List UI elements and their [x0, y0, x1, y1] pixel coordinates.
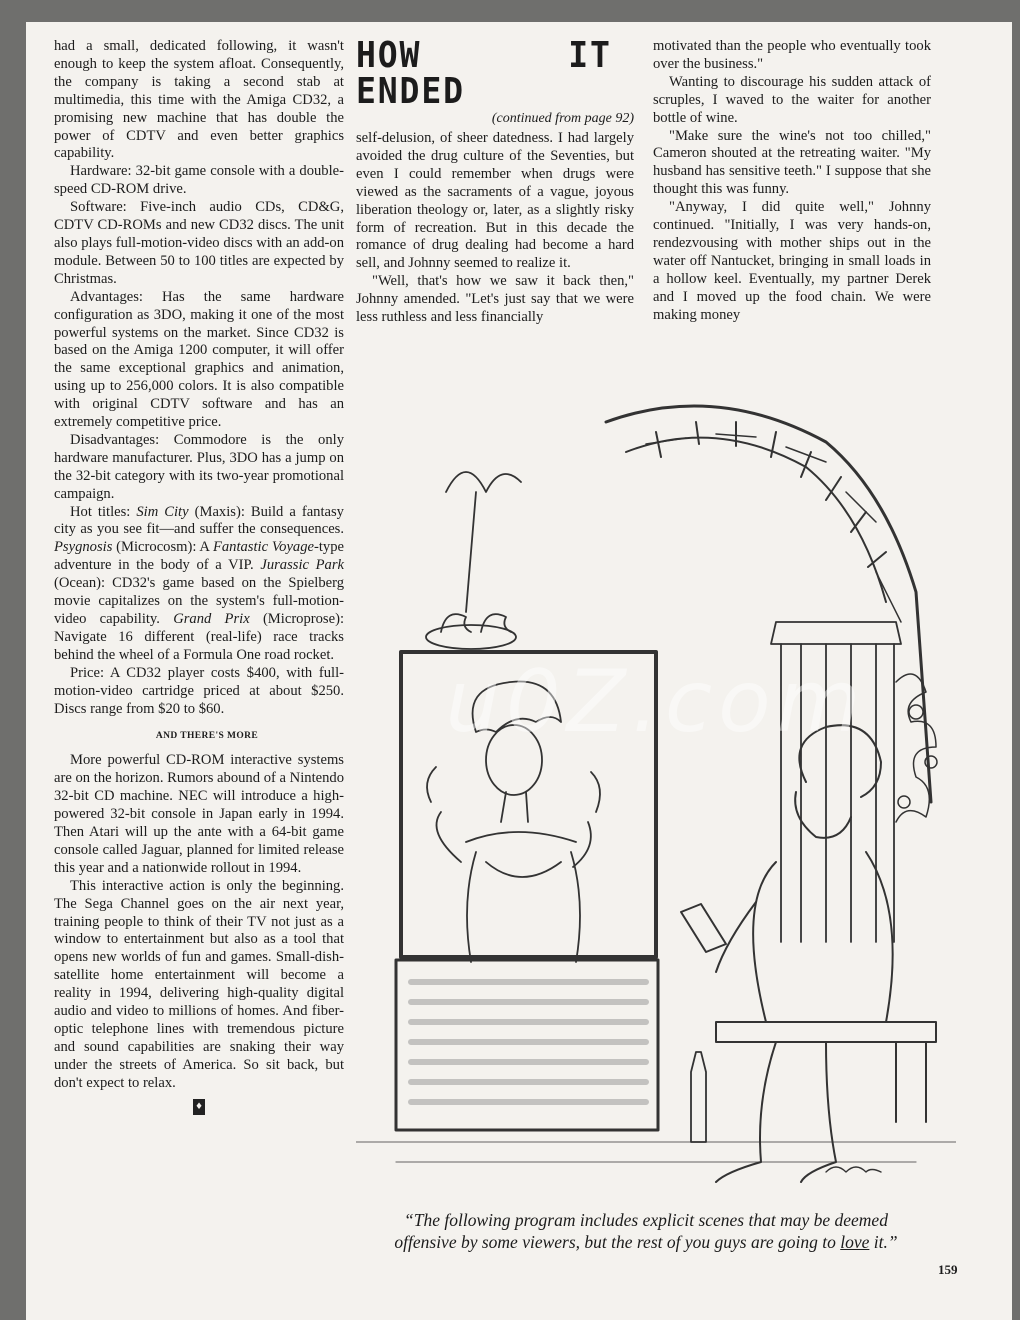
movie-title: Fantastic Voyage [212, 539, 314, 556]
duck-figurines [426, 614, 516, 649]
paragraph: Software: Five-inch audio CDs, CD&G, CDTV CD-ROMs and new CD32 discs. The unit also plays full-motion-video discs with an add-on module. Between 50 to 100 titles are expected by Christmas. [54, 199, 344, 287]
game-title: Sim City [136, 503, 189, 520]
paragraph: Hardware: 32-bit game console with a double-speed CD-ROM drive. [54, 163, 344, 198]
text: (Microcosm): A [112, 539, 213, 556]
paragraph: This interactive action is only the beginning. The Sega Channel goes on the air next year, training people to think of their TV not just as a window to entertainment but also as a tool that opens new worlds of fun and games. Small-dish-satellite home entertainment will become a reality in 1994, delivering high-quality digital audio and video to millions of homes. And fiber-optic telephone lines with tremendous picture and sound capabilities are snaking their way under the streets of America. So sit back, but don't expect to relax. [54, 877, 344, 1091]
television-frame [396, 652, 658, 1130]
magazine-page [26, 22, 1012, 1320]
paragraph: "Well, that's how we saw it back then," Johnny amended. "Let's just say that we were less ruthless and less financially [356, 273, 634, 326]
watermark: u0Z.com [445, 652, 867, 752]
text: Hot titles: [70, 503, 137, 520]
page-number: 159 [938, 1262, 958, 1277]
rabbit-logo-icon: ♦ [193, 1099, 205, 1115]
paragraph: More powerful CD-ROM interactive systems are on the horizon. Rumors abound of a Nintendo 32-bit CD machine. NEC will introduce a high-powered 32-bit console in Japan early in 1994. Then Atari will up the ante with a 64-bit game console called Jaguar, planned for limited release this year and a nationwide rollout in 1994. [54, 752, 344, 876]
text: (Maxis): Build a fantasy city as you see fit—and suffer the consequences. [54, 503, 344, 538]
man-viewer [681, 725, 936, 1182]
middle-column [356, 35, 634, 327]
paragraph: "Make sure the wine's not too chilled," Cameron shouted at the retreating waiter. "My husband has sensitive teeth." I suppose that she thought this was funny. [653, 127, 931, 198]
left-column [54, 38, 344, 1115]
paragraph: Disadvantages: Commodore is the only hardware manufacturer. Plus, 3DO has a jump on the 32-bit category with its two-year promotional campaign. [54, 431, 344, 502]
cartoon-caption [376, 1210, 916, 1253]
artist-signature [826, 1167, 881, 1172]
continued-note: (continued from page 92) [491, 111, 634, 126]
paragraph: Price: A CD32 player costs $400, with full-motion-video cartridge priced at about $250. Discs range from $20 to $60. [54, 664, 344, 717]
game-title: Psygnosis [54, 539, 113, 556]
paragraph: "Anyway, I did quite well," Johnny continued. "Initially, I was very hands-on, rendezvousing with mother ships out in the water off Nantucket, bringing in small loads in a hollow keel. Eventually, my partner Derek and I moved up the food chain. We were making money [653, 199, 931, 323]
section-subhead: AND THERE'S MORE [155, 731, 259, 742]
right-column [653, 38, 931, 325]
paragraph: self-delusion, of sheer datedness. I had largely avoided the drug culture of the Seventies, but even I could remember when drugs were viewed as the sacraments of a vague, joyous liberation theology or, later, as a slightly risky form of recreation. But in this decade the romance of drug dealing had become a hard sell, and Johnny seemed to realize it. [356, 130, 634, 272]
caption-text: it.” [869, 1231, 898, 1252]
woman-on-screen [427, 682, 600, 963]
game-title: Grand Prix [173, 611, 250, 627]
text: (Ocean): CD32's game based on the Spielberg movie capitalizes on the system's full-motion-video capability. [54, 575, 344, 627]
bottle [691, 1052, 706, 1142]
paragraph-hot-titles [54, 504, 344, 665]
column [771, 622, 901, 942]
paragraph: Advantages: Has the same hardware configuration as 3DO, making it one of the most powerful systems on the market. Since CD32 is based on the Amiga 1200 computer, it will offer the same exceptional graphics and animation, using up to 256,000 colors. It is also compatible with original CDTV software and has an extremely competitive price. [54, 288, 344, 431]
paragraph: motivated than the people who eventually took over the business." [653, 38, 931, 72]
cartoon-illustration [356, 382, 956, 1192]
caption-text: “The following program includes explicit scenes that may be deemed offensive by some viewers, but the rest of you guys are going to [394, 1210, 888, 1252]
game-title: Jurassic Park [260, 557, 344, 574]
foliage [896, 674, 936, 822]
article-title: HOW IT ENDED [356, 35, 612, 112]
paragraph: had a small, dedicated following, it wasn't enough to keep the system afloat. Consequently, the company is taking a second stab at multimedia, this time with the Amiga CD32, a promising new machine that has double the power of CDTV and even better graphics capability. [54, 38, 344, 162]
paragraph: Wanting to discourage his sudden attack of scruples, I waved to the waiter for another bottle of wine. [653, 73, 931, 126]
text: -type adventure in the body of a VIP. [54, 539, 344, 574]
caption-underlined-word: love [840, 1231, 870, 1252]
text: (Microprose): Navigate 16 different (real-life) race tracks behind the wheel of a Formula One road rocket. [54, 611, 344, 663]
